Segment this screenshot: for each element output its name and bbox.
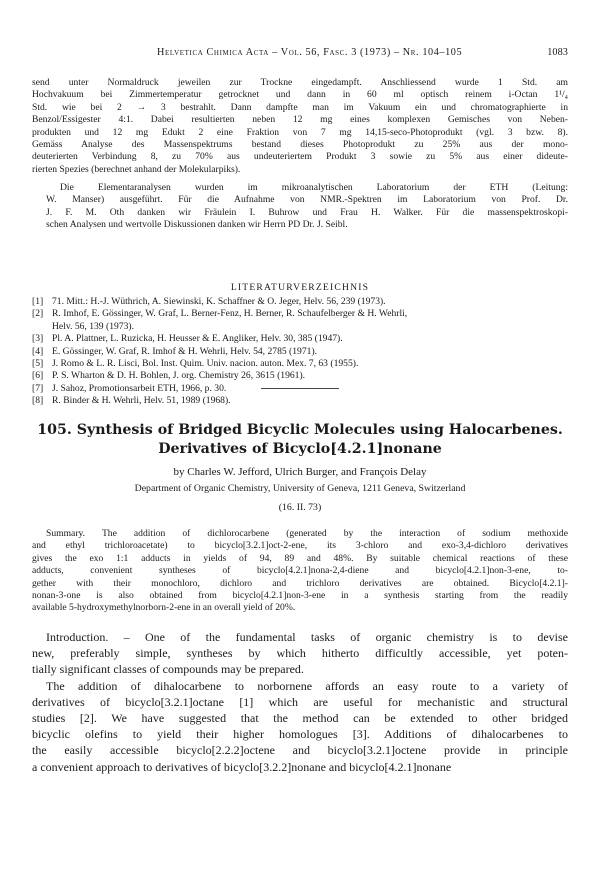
reference-number: [3] (32, 333, 44, 345)
experimental-paragraph (32, 77, 568, 176)
reference-text: Pl. A. Plattner, L. Ruzicka, H. Heusser & E. Angliker, Helv. 30, 385 (1947). (52, 333, 343, 345)
acknowledgements-line: W. Manser) ausgeführt. Für die Aufnahme von NMR.-Spektren im Laboratorium von Prof. Dr. (46, 194, 568, 206)
references-heading: LITERATURVERZEICHNIS (230, 282, 370, 293)
experimental-line: rierten Spezies (berechnet anhand der Molekularpiks). (32, 163, 241, 175)
summary-line: nonan-3-one is also obtained from bicyclo[4.2.1]non-3-ene in a synthesis starting from the readily (32, 590, 568, 602)
summary-line: gives the exo 1:1 adducts in yields of 94, 89 and 48%. By suitable chemical reactions of these (32, 552, 568, 564)
reference-text: J. Sahoz, Promotionsarbeit ETH, 1966, p. 30. (52, 382, 227, 394)
reference-number: [8] (32, 395, 44, 407)
summary-line: and ethyl trichloroacetate) to bicyclo[3.2.1]oct-2-ene, its 3-chloro and exo-3,4-dichloro derivatives (32, 540, 568, 552)
reference-text: J. Romo & L. R. Lisci, Bol. Inst. Quim. Univ. nacion. auton. Mex. 7, 63 (1955). (52, 358, 359, 370)
journal-citation: Helvetica Chimica Acta – Vol. 56, Fasc. 3 (1973) – Nr. 104–105 (157, 47, 463, 58)
article-date: (16. II. 73) (278, 502, 322, 513)
experimental-line: produkten und 12 mg Edukt 2 eine Fraktion von 7 mg 14,15-seco-Photoprodukt (vgl. 3 bzw. 8). (32, 126, 568, 138)
body-line: studies [2]. We have suggested that the method can be extended to other bridged (32, 711, 568, 726)
reference-text: Helv. 56, 139 (1973). (52, 320, 134, 332)
experimental-line: Hochvakuum bei Zimmertemperatur getrocknet und dann in 60 ml optisch reinem i-Octan 1¹/₄ (32, 89, 568, 101)
reference-number: [6] (32, 370, 44, 382)
article-title (32, 421, 568, 459)
acknowledgements-paragraph (32, 182, 568, 232)
page-number: 1083 (547, 47, 568, 58)
acknowledgements-line: schen Analysen und wertvolle Diskussionen danken wir Herrn PD Dr. J. Seibl. (46, 219, 348, 231)
reference-text: P. S. Wharton & D. H. Bohlen, J. org. Chemistry 26, 3615 (1961). (52, 370, 306, 382)
reference-item (32, 321, 568, 333)
body-line: The addition of dihalocarbene to norbornene affords an easy route to a variety of (46, 678, 568, 693)
experimental-line: Benzol/Essigester 4:1. Dabei resultierten neben 12 mg eines komplexen Gemisches von Neben- (32, 114, 568, 126)
reference-number: [5] (32, 358, 44, 370)
reference-item (32, 370, 568, 382)
summary-line: available 5-hydroxymethylnorborn-2-ene in an overall yield of 20%. (32, 602, 296, 614)
experimental-line: deuterierten Verbindung 8, zu 70% aus undeuteriertem Produkt 3 sowie zu 5% aus einer dideute- (32, 151, 568, 163)
reference-item (32, 383, 568, 395)
experimental-line: Std. wie bei 2 → 3 bestrahlt. Dann dampfte man im Vakuum ein und chromatographierte in (32, 101, 568, 113)
reference-text: R. Imhof, E. Gössinger, W. Graf, L. Berner-Fenz, H. Berner, R. Schaufelberger & H. Wehrli, (52, 308, 408, 320)
reference-text: 71. Mitt.: H.-J. Wüthrich, A. Siewinski, K. Schaffner & O. Jeger, Helv. 56, 239 (1973). (52, 296, 386, 307)
summary-paragraph (32, 528, 568, 615)
experimental-line: send unter Normaldruck jeweilen zur Trockne eingedampft. Anschliessend wurde 1 Std. am (32, 77, 568, 88)
introduction-line: tially significant classes of compounds may be prepared. (32, 662, 304, 677)
summary-line: gether with their monochloro, dichloro and trichloro derivatives are obtained. Bicyclo[4.2.1]- (32, 577, 568, 589)
acknowledgements-line: Die Elementaranalysen wurden im mikroanalytischen Laboratorium der ETH (Leitung: (60, 182, 568, 193)
article-title-line-1: 105. Synthesis of Bridged Bicyclic Molecules using Halocarbenes. (37, 422, 563, 438)
reference-number: [7] (32, 382, 44, 394)
article-affiliation: Department of Organic Chemistry, University of Geneva, 1211 Geneva, Switzerland (134, 483, 466, 494)
body-line: the easily accessible bicyclo[2.2.2]octene and bicyclo[3.2.1]octene provide in principle (32, 743, 568, 758)
reference-number (32, 321, 52, 333)
reference-item (32, 333, 568, 345)
introduction-line: new, preferably simple, syntheses by which hitherto difficultly accessible, yet poten- (32, 646, 568, 661)
introduction-section (32, 629, 568, 775)
body-line: bicyclic olefins to yield their higher homologues [3]. Additions of dihalocarbenes to (32, 727, 568, 742)
reference-item (32, 358, 568, 370)
reference-text: E. Gössinger, W. Graf, R. Imhof & H. Wehrli, Helv. 54, 2785 (1971). (52, 345, 318, 357)
reference-item (32, 308, 568, 320)
section-divider (261, 388, 339, 389)
introduction-line: Introduction. – One of the fundamental tasks of organic chemistry is to devise (46, 630, 568, 644)
running-header (32, 47, 568, 58)
reference-text: R. Binder & H. Wehrli, Helv. 51, 1989 (1968). (52, 395, 231, 407)
article-title-line-2: Derivatives of Bicyclo[4.2.1]nonane (158, 441, 442, 457)
summary-line: Summary. The addition of dichlorocarbene (generated by the interaction of sodium methoxide (46, 528, 568, 539)
summary-line: adducts, convenient syntheses of bicyclo[4.2.1]nona-2,4-diene and bicyclo[4.2.1]non-3-ene, to- (32, 565, 568, 577)
body-line: derivatives of bicyclo[3.2.1]octane [1] which are useful for mechanistic and structural (32, 694, 568, 709)
reference-number: [2] (32, 308, 44, 320)
reference-item (32, 346, 568, 358)
reference-item (32, 395, 568, 407)
acknowledgements-line: J. F. M. Oth danken wir Fräulein I. Buhrow und Frau H. Walker. Für die massenspektroskopi- (46, 206, 568, 218)
body-line: a convenient approach to derivatives of bicyclo[3.2.2]nonane and bicyclo[4.2.1]nonane (32, 759, 452, 774)
reference-number: [1] (32, 296, 44, 307)
experimental-line: Gemäss Analyse des Massenspektrums bestand dieses Photoprodukt zu 25% aus der mono- (32, 139, 568, 151)
references-list (32, 296, 568, 408)
article-authors: by Charles W. Jefford, Ulrich Burger, and François Delay (173, 466, 427, 478)
reference-item (32, 296, 568, 308)
reference-number: [4] (32, 345, 44, 357)
